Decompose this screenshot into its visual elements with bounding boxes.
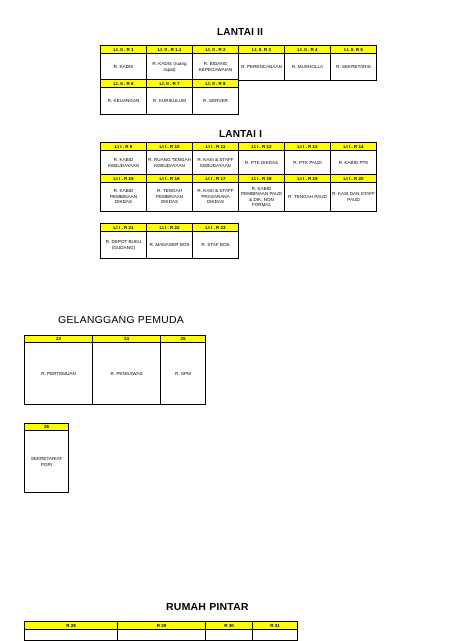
room-cell <box>160 335 206 405</box>
room-code: Lt. II . R 6 <box>101 80 146 88</box>
room-name: R. PERTEMUAN <box>41 370 76 376</box>
room-cell <box>146 223 193 259</box>
room-code: R 28 <box>25 622 117 630</box>
room-cell <box>330 174 377 212</box>
room-name: R. KADIS (ruang rapat) <box>152 61 187 72</box>
room-cell <box>100 223 147 259</box>
room-code: 25 <box>161 336 205 343</box>
room-code: Lt. II . R 1.1 <box>147 46 192 54</box>
room-name: R. MUSHOLLA <box>291 63 324 69</box>
room-cell <box>238 45 285 81</box>
room-name: R. KABID KEBUDAYAAN <box>108 157 139 168</box>
room-code: Lt I . R 13 <box>285 143 330 151</box>
room-cell <box>192 223 239 259</box>
room-code: Lt I . R 15 <box>101 175 146 183</box>
room-name: R. KABID PEMBINAAN PAUD & DIK. NON FORMAL <box>241 185 282 207</box>
room-code: Lt I . R 21 <box>101 224 146 232</box>
room-cell <box>330 45 377 81</box>
room-cell <box>24 335 93 405</box>
room-cell <box>192 45 239 81</box>
room-cell <box>192 79 239 115</box>
room-name: R. KASI DAN STAFF PAUD <box>332 191 375 202</box>
room-cell <box>100 174 147 212</box>
room-code: Lt I . R 19 <box>285 175 330 183</box>
room-name: R. DEPOT BUKU (GUDANG) <box>105 239 142 250</box>
room-code: 24 <box>93 336 160 343</box>
room-name: R. KABID PEMBINAAN DIKDAS <box>109 188 138 205</box>
room-name: R. RUANG TENGAH KEBUDAYAAN <box>148 157 191 168</box>
room-code: Lt. II . R 4 <box>285 46 330 54</box>
room-name: R. KASI & STAFF PRASARANA DIKDAS <box>197 188 234 205</box>
room-code: R 31 <box>253 622 297 630</box>
room-name: R. PTK PAUD <box>293 159 322 165</box>
room-code: Lt I . R 18 <box>239 175 284 183</box>
room-cell <box>192 142 239 176</box>
room-cell <box>205 621 253 641</box>
room-cell <box>284 142 331 176</box>
room-name: R. BIDANG KEPEGAWAIAN <box>198 61 233 72</box>
room-name: R. KURIKULUM <box>153 97 186 103</box>
room-name: R. PERENCANAAN <box>241 63 282 69</box>
room-code: Lt I . R 22 <box>147 224 192 232</box>
room-code: Lt I . R 9 <box>101 143 146 151</box>
room-code: Lt. II. R 3 <box>239 46 284 54</box>
room-cell <box>146 142 193 176</box>
room-cell <box>100 142 147 176</box>
room-name: R. KASI & STAFF KEBUDAYAAN <box>197 157 234 168</box>
lantai2-title: LANTAI II <box>217 27 264 38</box>
room-code: Lt I . R 17 <box>193 175 238 183</box>
room-code: Lt. II . R 8 <box>193 80 238 88</box>
room-code: Lt. II . R 2 <box>193 46 238 54</box>
room-cell <box>100 79 147 115</box>
room-name: R. KEUANGAN <box>107 97 140 103</box>
room-name: R. KABID PTK <box>338 159 369 165</box>
room-cell <box>146 45 193 81</box>
room-name: R. TENGAH PEMBINAAN DIKDAS <box>155 188 184 205</box>
room-cell <box>117 621 206 641</box>
room-cell <box>252 621 298 641</box>
room-code: Lt I . R 16 <box>147 175 192 183</box>
room-name: R. TENGAH PAUD <box>288 193 327 199</box>
room-cell <box>146 174 193 212</box>
room-code: Lt I . R 23 <box>193 224 238 232</box>
room-cell <box>284 174 331 212</box>
rumah-pintar-title: RUMAH PINTAR <box>166 601 249 613</box>
lantai1-title: LANTAI I <box>219 129 263 140</box>
room-cell <box>146 79 193 115</box>
room-cell <box>284 45 331 81</box>
room-cell <box>330 142 377 176</box>
room-name: R. MANAGER BOS <box>149 241 190 247</box>
room-cell <box>92 335 161 405</box>
room-code: Lt I . R 14 <box>331 143 376 151</box>
room-code: Lt I . R 11 <box>193 143 238 151</box>
room-cell <box>238 174 285 212</box>
room-code: R 30 <box>206 622 252 630</box>
room-cell <box>24 621 118 641</box>
room-code: R 29 <box>118 622 205 630</box>
room-code: 26 <box>25 424 68 431</box>
room-cell <box>238 142 285 176</box>
room-code: Lt I . R 12 <box>239 143 284 151</box>
room-code: Lt I . R 20 <box>331 175 376 183</box>
gelanggang-title: GELANGGANG PEMUDA <box>58 314 184 326</box>
room-cell <box>192 174 239 212</box>
room-name: R. KADIS <box>113 63 134 69</box>
room-name: R. STAF BOS <box>201 241 230 247</box>
room-cell <box>24 423 69 493</box>
room-code: Lt. II . R 7 <box>147 80 192 88</box>
room-code: Lt. II. R 5 <box>331 46 376 54</box>
room-code: 23 <box>25 336 92 343</box>
room-name: R. PTK DIKDAS <box>244 159 279 165</box>
room-code: Lt I . R 10 <box>147 143 192 151</box>
room-name: R. SPM <box>175 370 191 376</box>
room-code: Lt. II . R 1 <box>101 46 146 54</box>
room-name: R. SERVER <box>203 97 228 103</box>
room-name: R. SEKRETARIS <box>336 63 371 69</box>
room-cell <box>100 45 147 81</box>
room-name: SEKRETARIAT PGRI <box>30 456 63 467</box>
room-name: R. PENGAWAS <box>110 370 143 376</box>
